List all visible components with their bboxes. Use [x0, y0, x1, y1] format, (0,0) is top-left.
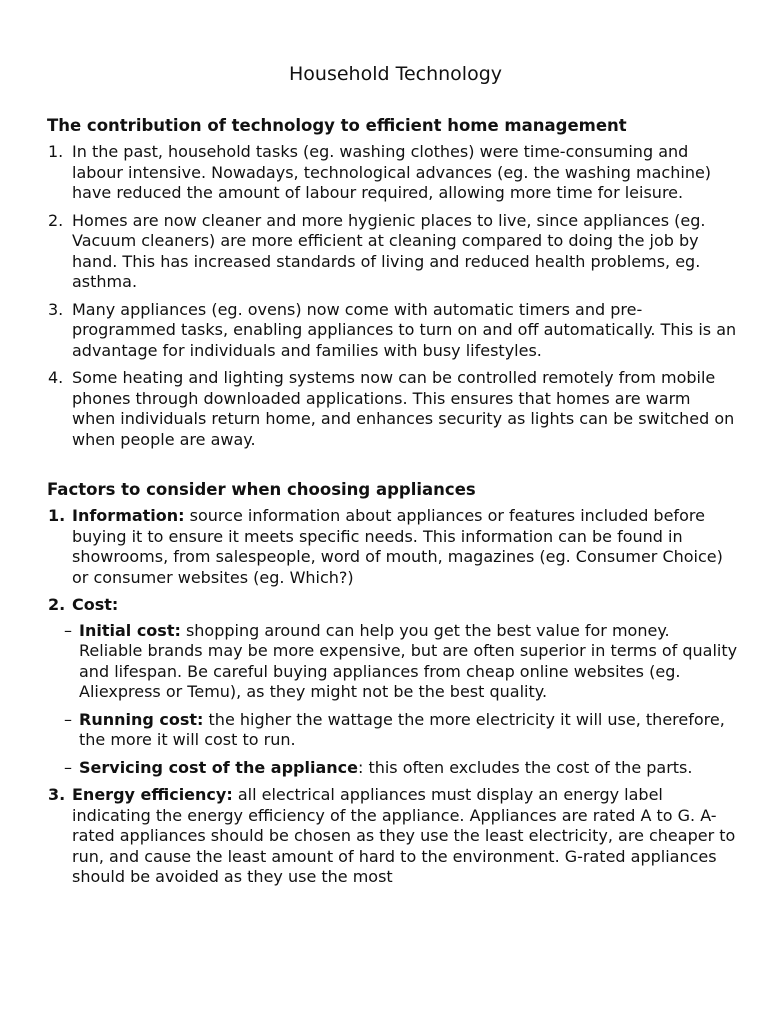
- sublist-item-label: Running cost:: [79, 709, 204, 729]
- section-heading-choosing-appliances: Factors to consider when choosing appliances: [47, 480, 476, 499]
- list-item-number: 4.: [48, 368, 64, 387]
- list-item: [47, 300, 738, 362]
- list-item-information: [47, 506, 738, 588]
- list-item: [47, 142, 738, 204]
- cost-sublist: [62, 621, 738, 779]
- list-item-text: Some heating and lighting systems now can be controlled remotely from mobile phones through downloaded applications. This ensures that homes are warm when individuals return home, and enhances security as lights can be switched on when people are away.: [72, 368, 735, 449]
- sublist-item-label: Servicing cost of the appliance: [79, 757, 358, 777]
- sublist-item-initial-cost: [62, 621, 738, 703]
- list-item-number: 1.: [48, 506, 66, 525]
- list-item-label: Cost:: [72, 595, 119, 614]
- list-item-text: source information about appliances or features included before buying it to ensure it meets specific needs. This information can be found in showrooms, from salespeople, word of mouth, magazines (eg. Consumer Choice) or consumer websites (eg. Which?): [72, 506, 723, 587]
- technology-contribution-list: [47, 142, 738, 450]
- dash-bullet: –: [64, 620, 72, 640]
- choosing-appliances-list: [47, 506, 738, 888]
- document-title: Household Technology: [288, 63, 503, 85]
- list-item-text: In the past, household tasks (eg. washing clothes) were time-consuming and labour intensive. Nowadays, technological advances (eg. the washing machine) have reduced the amount of labour required, allowing more time for leisure.: [72, 142, 712, 202]
- list-item-text: Homes are now cleaner and more hygienic places to live, since appliances (eg. Vacuum cleaners) are more efficient at cleaning compared to doing the job by hand. This has increased standards of living and reduced health problems, eg. asthma.: [72, 210, 706, 291]
- sublist-item-servicing-cost: [62, 758, 738, 779]
- dash-bullet: –: [64, 757, 72, 777]
- sublist-item-running-cost: [62, 710, 738, 751]
- sublist-item-label: Initial cost:: [79, 620, 181, 640]
- list-item-text: Many appliances (eg. ovens) now come with automatic timers and pre-programmed tasks, enabling appliances to turn on and off automatically. This is an advantage for individuals and families with busy lifestyles.: [72, 299, 737, 360]
- list-item-text: all electrical appliances must display an energy label indicating the energy efficiency of the appliance. Appliances are rated A to G. A-rated appliances should be chosen as they use the least electricity, are cheaper to run, and cause the least amount of hard to the environment. G-rated appliances should be avoided as they use the most: [72, 785, 736, 886]
- sublist-item-text: the higher the wattage the more electricity it will use, therefore, the more it will cost to run.: [79, 709, 725, 749]
- list-item-number: 1.: [48, 142, 64, 161]
- list-item-cost: [47, 595, 738, 778]
- sublist-item-text: : this often excludes the cost of the parts.: [357, 757, 693, 777]
- list-item-energy-efficiency: [47, 785, 738, 888]
- list-item: [47, 368, 738, 450]
- list-item-number: 2.: [48, 595, 66, 614]
- dash-bullet: –: [64, 709, 72, 729]
- section-heading-technology-contribution: The contribution of technology to efficient home management: [47, 116, 627, 135]
- list-item: [47, 211, 738, 293]
- list-item-label: Energy efficiency:: [72, 785, 233, 804]
- list-item-number: 3.: [48, 785, 66, 804]
- list-item-label: Information:: [72, 506, 185, 525]
- list-item-number: 3.: [48, 299, 64, 319]
- sublist-item-text: shopping around can help you get the best value for money. Reliable brands may be more expensive, but are often superior in terms of quality and lifespan. Be careful buying appliances from cheap online websites (eg. Aliexpress or Temu), as they might not be the best quality.: [79, 620, 738, 701]
- list-item-number: 2.: [48, 210, 64, 230]
